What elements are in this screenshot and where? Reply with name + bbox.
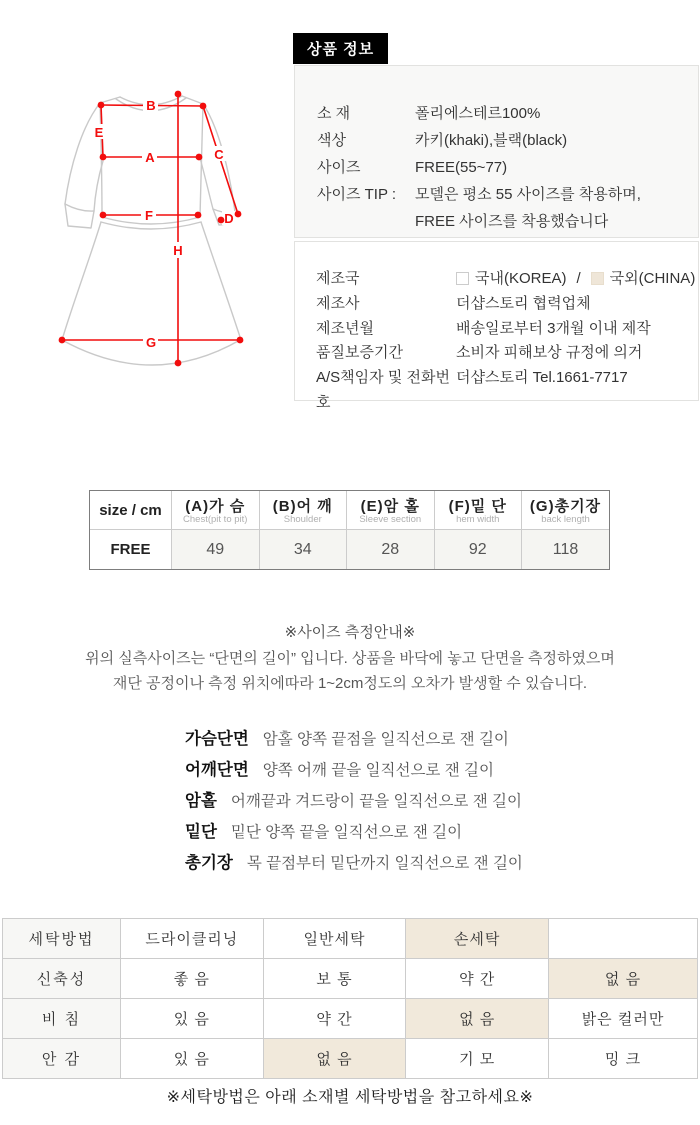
info-row-size-tip [317,181,698,208]
care-footer-note: ※세탁방법은 아래 소재별 세탁방법을 참고하세요※ [166,1089,534,1106]
china-label: 국외(CHINA) [609,270,696,287]
diagram-letter-e: E [94,125,104,140]
info-value: 폴리에스테르100% [415,105,541,122]
measure-term: 가슴단면 [185,730,249,748]
diagram-letter-d: D [224,211,234,226]
measure-term: 어깨단면 [185,761,249,779]
info-value: 더샵스토리 협력업체 [456,294,591,312]
diagram-letter-h: H [173,243,183,258]
measure-desc: 밑단 양쪽 끝을 일직선으로 잰 길이 [230,824,463,841]
care-cell: 일반세탁 [263,919,406,959]
care-row-wash-method [3,919,698,959]
info-value: 더샵스토리 Tel.1661-7717 [456,369,628,387]
measure-term: 암홀 [185,792,217,810]
info-label-spacer [317,208,415,235]
care-cell: 신축성 [3,959,121,999]
measure-desc: 어깨끝과 겨드랑이 끝을 일직선으로 잰 길이 [230,793,522,810]
measure-guide-item [185,786,523,817]
country-value [456,267,695,292]
care-cell-highlighted: 없 음 [549,959,698,999]
size-unit-header: size / cm [90,491,172,530]
measure-guide-item [185,755,523,786]
size-notice-title: ※사이즈 측정안내※ [284,624,416,641]
size-row-label: FREE [90,530,172,570]
col-header-length: (G)총기장 back length [522,491,610,530]
diagram-letter-f: F [145,208,153,223]
info-value: FREE(55~77) [415,159,508,176]
measure-term: 총기장 [185,854,233,872]
measure-term: 밑단 [185,823,217,841]
care-cell: 보 통 [263,959,406,999]
care-cell: 세탁방법 [3,919,121,959]
korea-checkbox[interactable] [456,272,469,285]
info-value: 소비자 피해보상 규정에 의거 [456,344,643,362]
size-notice-line2: 재단 공정이나 측정 위치에따라 1~2cm정도의 오차가 발생할 수 있습니다. [112,675,588,692]
measure-desc: 암홀 양쪽 끝점을 일직선으로 잰 길이 [262,731,509,748]
info-label: 소 재 [317,105,351,122]
info-value: FREE 사이즈를 착용했습니다 [415,213,609,230]
info-row-material [317,100,698,127]
size-value-hem: 92 [434,530,522,570]
care-cell: 약 간 [406,959,549,999]
info-label: 제조년월 [316,319,374,337]
care-table [2,918,698,1079]
care-cell-highlighted: 손세탁 [406,919,549,959]
section-title-badge: 상품 정보 [293,33,388,64]
info-row-manufacture-date [316,317,698,342]
info-label: 사이즈 TIP : [317,186,397,203]
care-row-stretch [3,959,698,999]
care-cell-highlighted: 없 음 [406,999,549,1039]
info-row-size [317,154,698,181]
col-header-hem: (F)밑 단 hem width [434,491,522,530]
info-label: 제조국 [316,270,360,287]
label-backgrounds [92,97,236,348]
info-label: 품질보증기간 [316,344,403,362]
care-cell: 밍 크 [549,1039,698,1079]
dress-measurement-diagram [35,78,285,388]
country-separator: / [576,270,581,287]
info-row-as-contact [316,366,698,416]
care-cell: 약 간 [263,999,406,1039]
care-cell: 안 감 [3,1039,121,1079]
info-label: 색상 [317,132,346,149]
measure-desc: 목 끝점부터 밑단까지 일직선으로 잰 길이 [246,855,523,872]
dress-sketch-icon [62,96,241,365]
care-cell: 밝은 컬러만 [549,999,698,1039]
care-row-sheer [3,999,698,1039]
info-value: 모델은 평소 55 사이즈를 착용하며, [415,186,641,203]
care-cell [549,919,698,959]
size-value-shoulder: 34 [259,530,347,570]
diagram-letter-g: G [145,335,157,350]
info-label: 제조사 [316,294,360,312]
info-row-manufacturer [316,292,698,317]
diagram-letter-a: A [145,150,155,165]
manufacture-info-panel [294,241,699,411]
china-checkbox[interactable] [591,272,604,285]
size-notice [0,620,700,697]
care-cell: 드라이클리닝 [121,919,264,959]
col-header-chest: (A)가 슴 Chest(pit to pit) [172,491,260,530]
care-row-lining [3,1039,698,1079]
measure-guide-item [185,724,523,755]
size-table-value-row [90,530,609,570]
measure-guide-item [185,848,523,879]
korea-label: 국내(KOREA) [475,270,567,287]
care-cell: 있 음 [121,999,264,1039]
size-value-armhole: 28 [347,530,435,570]
size-notice-line1: 위의 실측사이즈는 “단면의 길이” 입니다. 상품을 바닥에 놓고 단면을 측정하였으며 [85,649,615,667]
size-value-length: 118 [522,530,610,570]
diagram-letter-b: B [146,98,156,113]
product-info-panel [294,65,699,238]
info-label: A/S책임자 및 전화번호 [316,369,450,411]
care-cell-highlighted: 없 음 [263,1039,406,1079]
care-cell: 좋 음 [121,959,264,999]
size-table-container [89,490,610,570]
size-value-chest: 49 [172,530,260,570]
measure-guide-item [185,817,523,848]
info-label: 사이즈 [317,159,361,176]
info-row-country [316,267,698,292]
diagram-letter-c: C [214,147,224,162]
care-cell: 있 음 [121,1039,264,1079]
info-value: 카키(khaki),블랙(black) [415,132,568,149]
info-row-size-tip-line2 [317,208,698,235]
info-row-color [317,127,698,154]
measure-guide-list [185,724,523,879]
info-value: 배송일로부터 3개월 이내 제작 [456,319,651,337]
care-table-container [2,918,698,1079]
col-header-armhole: (E)암 홀 Sleeve section [347,491,435,530]
care-cell: 비 침 [3,999,121,1039]
size-table-header-row [90,491,609,530]
col-header-shoulder: (B)어 깨 Shoulder [259,491,347,530]
size-table [90,491,609,569]
care-cell: 기 모 [406,1039,549,1079]
info-row-warranty [316,341,698,366]
measure-desc: 양쪽 어깨 끝을 일직선으로 잰 길이 [262,762,494,779]
